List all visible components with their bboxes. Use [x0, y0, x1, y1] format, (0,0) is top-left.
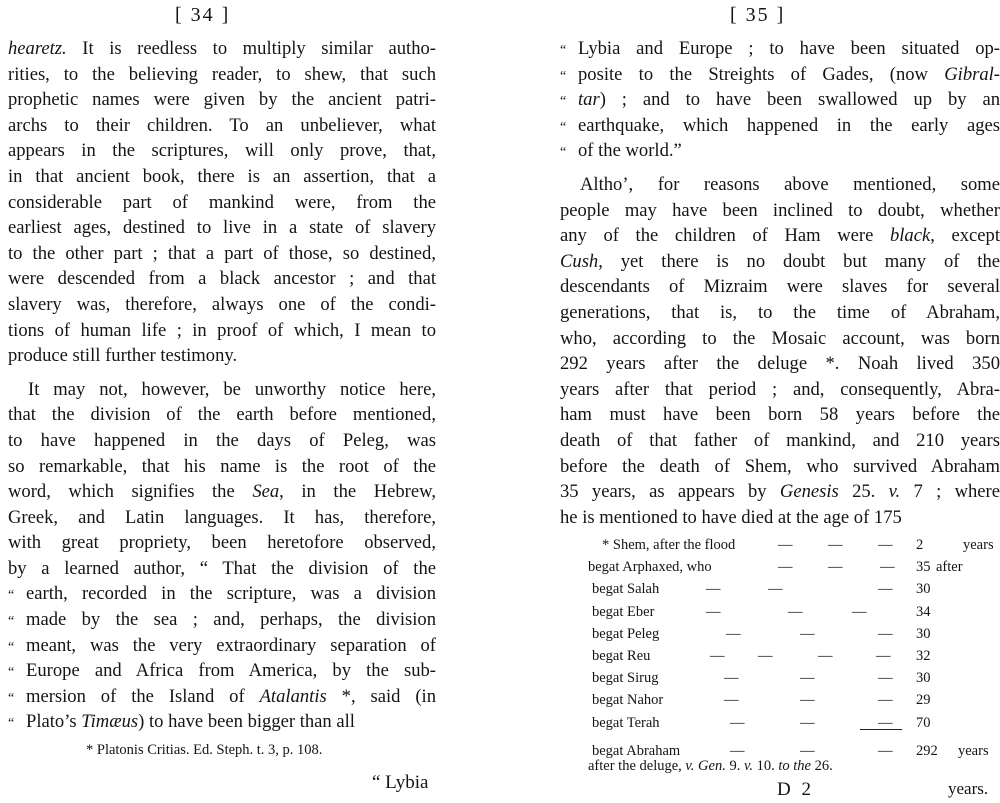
leader-dash: —	[878, 625, 893, 642]
genealogy-name: begat Terah	[592, 714, 660, 731]
left-text-line: It may not, however, be unworthy notice here,	[28, 378, 436, 400]
right-text-line: any of the children of Ham were black, except	[560, 225, 1000, 247]
paragraph-gap	[560, 164, 1000, 172]
right-text-line: Altho’, for reasons above mentioned, some	[580, 173, 1000, 195]
leader-dash: —	[706, 581, 721, 598]
right-text-line: descendants of Mizraim were slaves for several	[560, 276, 1000, 298]
quote-mark: “	[8, 639, 15, 655]
right-text-line: generations, that is, to the time of Abraham,	[560, 301, 1000, 323]
leader-dash: —	[852, 603, 867, 620]
leader-dash: —	[800, 742, 815, 759]
leader-dash: —	[800, 670, 815, 687]
left-footnote: * Platonis Critias. Ed. Steph. t. 3, p. 108.	[86, 742, 323, 758]
right-catchword: years.	[948, 779, 989, 798]
right-text-line: “ posite to the Streights of Gades, (now Gibral-	[560, 62, 1000, 88]
left-text-line: to the other part ; that a part of those, so destined,	[8, 242, 436, 264]
leader-dash: —	[724, 692, 739, 709]
left-text-line: earliest ages, destined to live in a state of slavery	[8, 217, 436, 239]
left-text-line: “ meant, was the very extraordinary separation of	[8, 633, 436, 659]
genealogy-name: begat Salah	[592, 581, 660, 598]
right-text-line: before the death of Shem, who survived Abraham	[560, 455, 1000, 477]
left-text-line: word, which signifies the Sea, in the Hebrew,	[8, 481, 436, 503]
left-text-line: “ Plato’s Timæus) to have been bigger than all	[8, 709, 436, 735]
right-text-line: years after that period ; and, consequently, Abra-	[560, 378, 1000, 400]
genealogy-row	[588, 537, 1000, 559]
leader-dash: —	[800, 625, 815, 642]
leader-dash: —	[878, 692, 893, 709]
quote-mark: “	[560, 145, 567, 161]
left-text-line: considerable part of mankind were, from the	[8, 191, 436, 213]
genealogy-name: begat Nahor	[592, 692, 664, 709]
genealogy-row	[588, 648, 1000, 670]
left-text-line: tions of human life ; in proof of which, I mean to	[8, 319, 436, 341]
leader-dash: —	[878, 537, 893, 553]
left-text-line: were descended from a black ancestor ; and that	[8, 268, 436, 290]
right-text-line: “ of the world.”	[560, 138, 1000, 164]
quote-mark: “	[8, 614, 15, 630]
genealogy-row	[588, 559, 1000, 581]
left-page-body	[8, 36, 436, 735]
right-text-line: he is mentioned to have died at the age of 175	[560, 506, 902, 528]
genealogy-years: 30	[916, 670, 931, 687]
genealogy-name: begat Arphaxed, who	[588, 559, 712, 576]
genealogy-footer: after the deluge, v. Gen. 9. v. 10. to the 26.	[588, 758, 833, 774]
left-text-line: “ Europe and Africa from America, by the sub-	[8, 658, 436, 684]
genealogy-name: begat Sirug	[592, 670, 659, 687]
left-page	[0, 0, 470, 803]
leader-dash: —	[800, 714, 815, 731]
genealogy-row	[588, 692, 1000, 714]
quote-mark: “	[8, 665, 15, 681]
genealogy-years: 30	[916, 581, 931, 598]
genealogy-row	[588, 670, 1000, 692]
quote-mark: “	[560, 68, 567, 84]
leader-dash: —	[878, 670, 893, 687]
right-text-line: people may have been inclined to doubt, whether	[560, 199, 1000, 221]
leader-dash: —	[818, 647, 833, 664]
signature-mark: D 2	[777, 779, 814, 800]
right-text-line: who, according to the Mosaic account, was born	[560, 327, 1000, 349]
genealogy-name: * Shem, after the flood	[602, 537, 736, 553]
genealogy-years: 292	[916, 742, 938, 759]
left-text-line: prophetic names were given by the ancient patri-	[8, 89, 436, 111]
right-page	[540, 0, 1000, 803]
right-page-number: [ 35 ]	[730, 4, 786, 26]
right-text-line: death of that father of mankind, and 210 years	[560, 429, 1000, 451]
leader-dash: —	[878, 581, 893, 598]
genealogy-years: 30	[916, 625, 931, 642]
genealogy-table	[588, 537, 1000, 765]
leader-dash: —	[768, 581, 783, 598]
leader-dash: —	[724, 670, 739, 687]
quote-mark: “	[8, 690, 15, 706]
genealogy-years: 34	[916, 603, 931, 620]
right-text-line: Cush, yet there is no doubt but many of the	[560, 250, 1000, 272]
quote-mark: “	[560, 94, 567, 110]
left-text-line: produce still further testimony.	[8, 345, 238, 367]
leader-dash: —	[778, 559, 793, 576]
left-text-line: that the division of the earth before mentioned,	[8, 404, 436, 426]
left-text-line: appears in the scriptures, will only prove, that,	[8, 140, 436, 162]
genealogy-years: 29	[916, 692, 931, 709]
quote-mark: “	[560, 43, 567, 58]
leader-dash: —	[800, 692, 815, 709]
genealogy-row	[588, 715, 1000, 737]
genealogy-years: 70	[916, 714, 931, 731]
genealogy-row	[588, 581, 1000, 603]
genealogy-name: begat Eber	[592, 603, 655, 620]
left-text-line: “ made by the sea ; and, perhaps, the division	[8, 607, 436, 633]
left-text-line: slavery was, therefore, always one of the condi-	[8, 293, 436, 315]
right-text-line: 35 years, as appears by Genesis 25. v. 7 ; where	[560, 481, 1000, 503]
right-page-body	[560, 36, 1000, 530]
leader-dash: —	[828, 559, 843, 576]
leader-dash: —	[878, 742, 893, 759]
left-text-line: “ mersion of the Island of Atalantis *, said (in	[8, 684, 436, 710]
leader-dash: —	[880, 559, 895, 576]
right-text-line: ham must have been born 58 years before the	[560, 404, 1000, 426]
leader-dash: —	[710, 647, 725, 664]
left-text-line: in that ancient book, there is an assertion, that a	[8, 165, 436, 187]
leader-dash: —	[876, 647, 891, 664]
quote-mark: “	[560, 119, 567, 135]
genealogy-name: begat Abraham	[592, 742, 681, 759]
leader-dash: —	[828, 537, 843, 553]
left-text-line: so remarkable, that his name is the root of the	[8, 455, 436, 477]
genealogy-row	[588, 604, 1000, 626]
genealogy-row	[588, 626, 1000, 648]
quote-mark: “	[8, 716, 15, 732]
paragraph-gap	[8, 369, 436, 377]
left-text-line: rities, to the believing reader, to shew, that such	[8, 63, 436, 85]
left-catchword: “ Lybia	[372, 772, 429, 793]
left-text-line: to have happened in the days of Peleg, was	[8, 429, 436, 451]
genealogy-years: 32	[916, 647, 931, 664]
leader-dash: —	[878, 714, 893, 731]
genealogy-unit: years	[958, 742, 989, 759]
left-text-line: Greek, and Latin languages. It has, therefore,	[8, 506, 436, 528]
left-text-line: archs to their children. To an unbeliever, what	[8, 114, 436, 136]
left-page-number: [ 34 ]	[175, 4, 231, 26]
leader-dash: —	[730, 742, 745, 759]
genealogy-unit: years	[963, 537, 994, 553]
left-text-line: hearetz. It is reedless to multiply similar autho-	[8, 38, 436, 59]
right-text-line: “ Lybia and Europe ; to have been situated op-	[560, 36, 1000, 62]
left-text-line: by a learned author, “ That the division of the	[8, 557, 436, 579]
leader-dash: —	[726, 625, 741, 642]
leader-dash: —	[706, 603, 721, 620]
genealogy-name: begat Peleg	[592, 625, 660, 642]
genealogy-unit: after	[936, 559, 963, 576]
right-text-line: 292 years after the deluge *. Noah lived 350	[560, 353, 1000, 375]
sum-rule	[860, 729, 902, 730]
genealogy-years: 2	[916, 537, 924, 553]
genealogy-name: begat Reu	[592, 647, 651, 664]
right-text-line: “ tar) ; and to have been swallowed up by an	[560, 87, 1000, 113]
quote-mark: “	[8, 588, 15, 604]
left-text-line: with great propriety, been heretofore observed,	[8, 532, 436, 554]
leader-dash: —	[758, 647, 773, 664]
leader-dash: —	[788, 603, 803, 620]
leader-dash: —	[730, 714, 745, 731]
leader-dash: —	[778, 537, 793, 553]
right-text-line: “ earthquake, which happened in the early ages	[560, 113, 1000, 139]
left-text-line: “ earth, recorded in the scripture, was a division	[8, 581, 436, 607]
genealogy-years: 35	[916, 559, 931, 576]
